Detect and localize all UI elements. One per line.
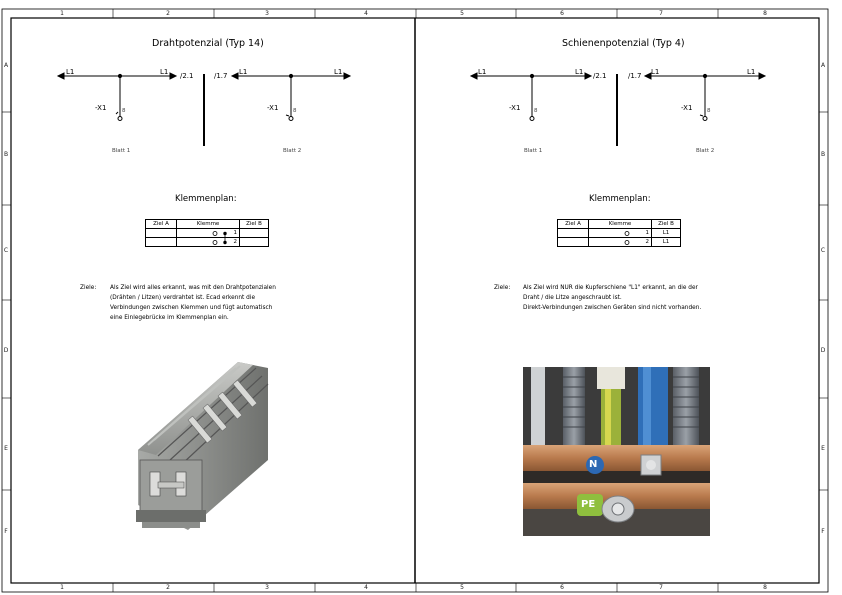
left-s1-sheet-label: Blatt 1: [112, 148, 131, 154]
col-label-bottom-4: 4: [364, 584, 368, 591]
col-label-top-6: 6: [560, 10, 564, 17]
left-s2-sheet-label: Blatt 2: [283, 148, 302, 154]
cell-ziel-a: [146, 229, 177, 238]
terminal-number: 1: [645, 230, 649, 236]
left-s1-pin: 8: [122, 108, 126, 114]
right-schematic: [415, 60, 830, 200]
cell-ziel-b: [240, 238, 269, 247]
left-page-title: Drahtpotenzial (Typ 14): [152, 38, 264, 49]
row-label-right-d: D: [820, 347, 826, 354]
text-line: Als Ziel wird NUR die Kupferschiene "L1" erkannt, an die der: [523, 285, 698, 291]
text-line: Direkt-Verbindungen zwischen Geräten sind nicht vorhanden.: [523, 305, 702, 311]
col-label-bottom-1: 1: [60, 584, 64, 591]
col-label-bottom-5: 5: [460, 584, 464, 591]
left-s2-l1-right: L1: [334, 68, 343, 76]
left-s2-l1-left: L1: [239, 68, 248, 76]
cell-ziel-b: [240, 229, 269, 238]
header-klemme: Klemme: [589, 220, 652, 229]
text-line: (Drähten / Litzen) verdrahtet ist. Ecad erkennt die: [110, 295, 256, 301]
left-s2-pin: 8: [293, 108, 297, 114]
right-klemmenplan-table: [557, 219, 681, 247]
col-label-bottom-2: 2: [166, 584, 170, 591]
col-label-bottom-8: 8: [763, 584, 767, 591]
busbar-photo-drawing: [523, 367, 710, 536]
col-label-top-1: 1: [60, 10, 64, 17]
row-label-left-d: D: [3, 347, 9, 354]
col-label-bottom-3: 3: [265, 584, 269, 591]
table-header-row: [558, 220, 681, 229]
right-s2-terminal-tag: -X1: [681, 104, 693, 112]
left-s2-crossref[interactable]: /1.7: [214, 72, 228, 80]
neutral-badge-label: N: [589, 459, 598, 470]
row-label-left-c: C: [3, 247, 9, 254]
col-label-top-4: 4: [364, 10, 368, 17]
header-klemme: Klemme: [177, 220, 240, 229]
col-label-top-7: 7: [659, 10, 663, 17]
table-row[interactable]: [558, 238, 681, 247]
text-line: Verbindungen zwischen Klemmen und fügt automatisch: [110, 305, 273, 311]
row-label-left-e: E: [4, 445, 8, 452]
cell-klemme: [177, 238, 240, 247]
header-ziel-b: Ziel B: [652, 220, 681, 229]
col-label-bottom-7: 7: [659, 584, 663, 591]
left-klemmenplan-title: Klemmenplan:: [175, 194, 237, 204]
cell-klemme: [589, 238, 652, 247]
right-s1-sheet-label: Blatt 1: [524, 148, 543, 154]
right-klemmenplan-title: Klemmenplan:: [589, 194, 651, 204]
row-label-right-e: E: [821, 445, 825, 452]
header-ziel-b: Ziel B: [240, 220, 269, 229]
table-row[interactable]: [146, 238, 269, 247]
right-s1-l1-left: L1: [478, 68, 487, 76]
terminal-number: 2: [233, 239, 237, 245]
right-s1-l1-right: L1: [575, 68, 584, 76]
right-page-title: Schienenpotenzial (Typ 4): [562, 38, 685, 49]
left-s1-terminal-tag: -X1: [95, 104, 107, 112]
right-s1-crossref[interactable]: /2.1: [593, 72, 607, 80]
right-s2-crossref[interactable]: /1.7: [628, 72, 642, 80]
cell-ziel-a: [558, 229, 589, 238]
text-line: Als Ziel wird alles erkannt, was mit den Drahtpotenzialen: [110, 285, 276, 291]
header-ziel-a: Ziel A: [558, 220, 589, 229]
left-schematic: [0, 60, 415, 200]
right-s2-l1-right: L1: [747, 68, 756, 76]
text-line: Draht / die Litze angeschraubt ist.: [523, 295, 622, 301]
left-ziele-label: Ziele:: [80, 285, 97, 291]
terminal-number: 2: [645, 239, 649, 245]
text-line: eine Einlegebrücke im Klemmenplan ein.: [110, 315, 229, 321]
table-row[interactable]: [146, 229, 269, 238]
row-label-right-c: C: [820, 247, 826, 254]
left-klemmenplan-table: [145, 219, 269, 247]
right-s1-pin: 8: [534, 108, 538, 114]
cell-ziel-a: [146, 238, 177, 247]
terminal-bridge-symbol: [207, 238, 237, 247]
terminal-symbol: [619, 238, 639, 247]
left-s1-l1-left: L1: [66, 68, 75, 76]
right-ziele-label: Ziele:: [494, 285, 511, 291]
row-label-right-b: B: [820, 151, 826, 158]
col-label-top-2: 2: [166, 10, 170, 17]
busbar-photo: [523, 367, 710, 536]
row-label-left-a: A: [3, 62, 9, 69]
row-label-left-b: B: [3, 151, 9, 158]
left-s2-terminal-tag: -X1: [267, 104, 279, 112]
left-ziele-text: [110, 283, 276, 323]
right-s2-sheet-label: Blatt 2: [696, 148, 715, 154]
pe-badge-label: PE: [581, 499, 596, 510]
right-ziele-text: [523, 283, 701, 313]
left-s1-l1-right: L1: [160, 68, 169, 76]
col-label-top-3: 3: [265, 10, 269, 17]
right-s2-l1-left: L1: [651, 68, 660, 76]
left-s1-crossref[interactable]: /2.1: [180, 72, 194, 80]
header-ziel-a: Ziel A: [146, 220, 177, 229]
cell-ziel-b: L1: [652, 238, 681, 247]
col-label-bottom-6: 6: [560, 584, 564, 591]
cell-ziel-b: L1: [652, 229, 681, 238]
col-label-top-5: 5: [460, 10, 464, 17]
right-s2-pin: 8: [707, 108, 711, 114]
row-label-right-f: F: [821, 528, 825, 535]
terminal-number: 1: [233, 230, 237, 236]
terminal-block-image: [128, 360, 278, 535]
row-label-left-f: F: [4, 528, 8, 535]
row-label-right-a: A: [820, 62, 826, 69]
right-s1-terminal-tag: -X1: [509, 104, 521, 112]
table-header-row: [146, 220, 269, 229]
cell-klemme: [589, 229, 652, 238]
cell-ziel-a: [558, 238, 589, 247]
table-row[interactable]: [558, 229, 681, 238]
col-label-top-8: 8: [763, 10, 767, 17]
cell-klemme: [177, 229, 240, 238]
